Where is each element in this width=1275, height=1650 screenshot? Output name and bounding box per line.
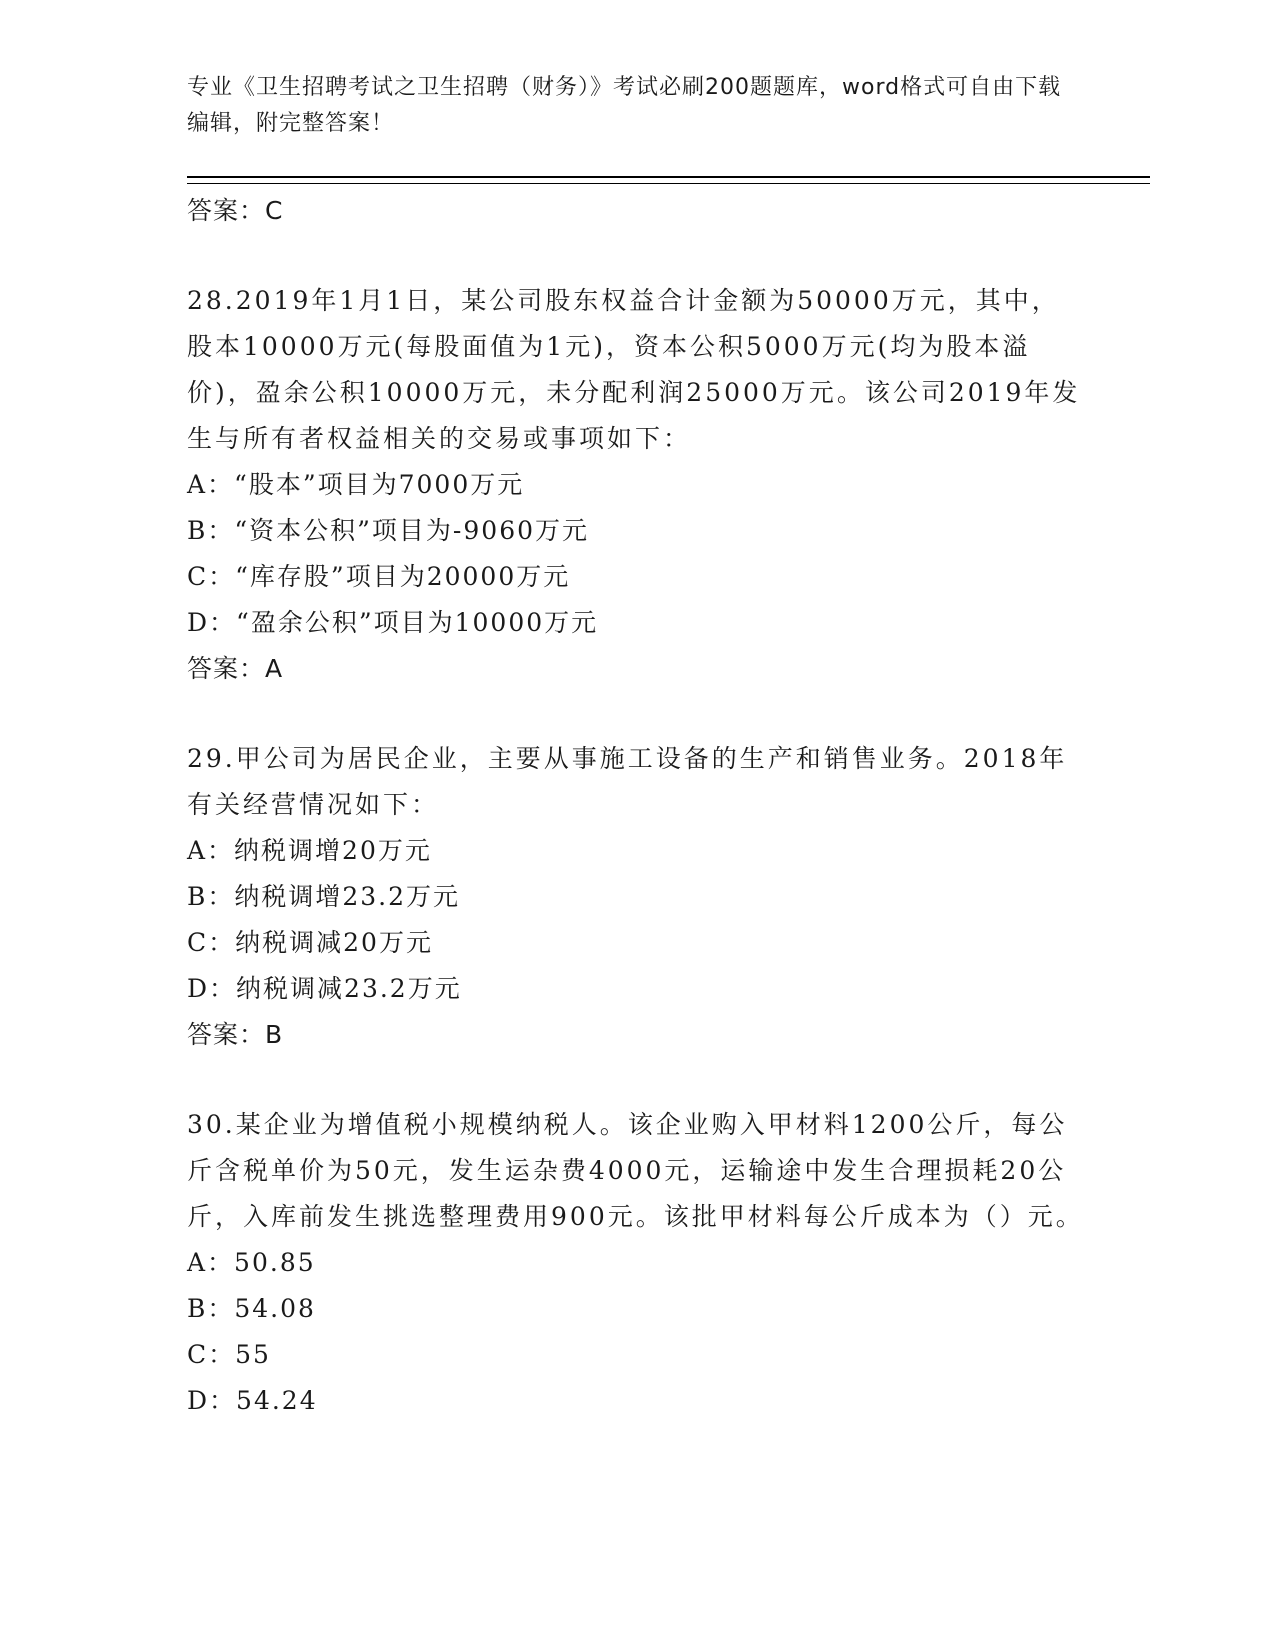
document-body: [187, 188, 1087, 1424]
option-c: C：纳税调减20万元: [187, 928, 433, 957]
question-block: [187, 736, 1087, 1058]
question-stem: 28.2019年1月1日，某公司股东权益合计金额为50000万元，其中，股本10000万元(每股面值为1元)，资本公积5000万元(均为股本溢价)，盈余公积10000万元，未分配利润25000万元。该公司2019年发生与所有者权益相关的交易或事项如下：: [187, 286, 1081, 453]
header-divider-thick: [187, 176, 1150, 178]
option-c: C：“库存股”项目为20000万元: [187, 562, 571, 591]
answer-line: 答案：C: [187, 196, 284, 225]
option-a: A：“股本”项目为7000万元: [187, 470, 525, 499]
option-d: D：纳税调减23.2万元: [187, 974, 462, 1003]
option-b: B：54.08: [187, 1294, 316, 1323]
option-a: A：50.85: [187, 1248, 316, 1277]
option-c: C：55: [187, 1340, 271, 1369]
option-d: D：“盈余公积”项目为10000万元: [187, 608, 599, 637]
question-block: [187, 278, 1087, 692]
option-d: D：54.24: [187, 1386, 318, 1415]
question-stem: 29.甲公司为居民企业，主要从事施工设备的生产和销售业务。2018年有关经营情况如下：: [187, 744, 1068, 819]
answer-line: 答案：B: [187, 1020, 284, 1049]
question-stem: 30.某企业为增值税小规模纳税人。该企业购入甲材料1200公斤，每公斤含税单价为50元，发生运杂费4000元，运输途中发生合理损耗20公斤，入库前发生挑选整理费用900元。该批甲材料每公斤成本为（）元。: [187, 1110, 1084, 1231]
option-a: A：纳税调增20万元: [187, 836, 432, 865]
option-b: B：纳税调增23.2万元: [187, 882, 461, 911]
header-divider-thin: [187, 183, 1150, 184]
answer-line: 答案：A: [187, 654, 284, 683]
question-block: [187, 1102, 1087, 1424]
option-b: B：“资本公积”项目为-9060万元: [187, 516, 590, 545]
document-header: 专业《卫生招聘考试之卫生招聘（财务）》考试必刷200题题库，word格式可自由下载编辑，附完整答案！: [187, 75, 1062, 136]
